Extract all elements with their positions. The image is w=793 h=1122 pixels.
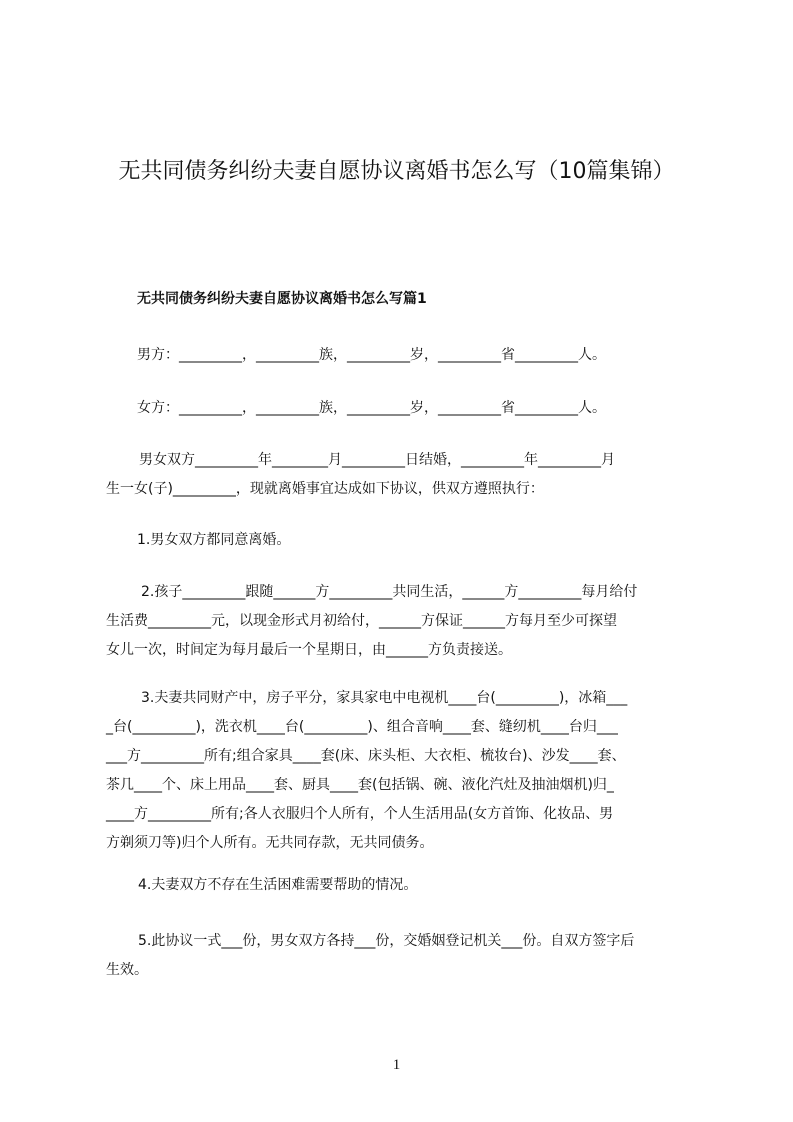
text-line: 茶几____个、床上用品____套、厨具____套(包括锅、碗、液化汽灶及抽油烟机)归_ (106, 777, 614, 793)
text-line: 男方：_________，_________族，_________岁，_________省_________人。 (137, 347, 606, 363)
text-line: 4.夫妻双方不存在生活困难需要帮助的情况。 (138, 877, 418, 893)
text-line: 生效。 (106, 962, 148, 978)
paragraph-item-2 (106, 578, 702, 665)
document-title: 无共同债务纠纷夫妻自愿协议离婚书怎么写（10篇集锦） (118, 158, 675, 184)
paragraph-item-4 (106, 871, 702, 900)
paragraph-female-info (106, 394, 702, 423)
text-line: 2.孩子_________跟随______方_________共同生活，______方_________每月给付 (141, 584, 638, 600)
paragraph-marriage (106, 446, 702, 504)
text-line: 5.此协议一式___份，男女双方各持___份，交婚姻登记机关___份。自双方签字后 (138, 933, 635, 949)
text-line: 方剃须刀等)归个人所有。无共同存款，无共同债务。 (106, 835, 434, 851)
text-line: 生一女(子)_________，现就离婚事宜达成如下协议，供双方遵照执行： (106, 481, 544, 497)
text-line: ___方_________所有;组合家具____套(床、床头柜、大衣柜、梳妆台)、沙发____套、 (106, 748, 626, 764)
paragraph-male-info (106, 341, 702, 370)
paragraph-item-3 (106, 684, 702, 858)
text-line: 1.男女双方都同意离婚。 (137, 532, 291, 548)
page-number: 1 (392, 1057, 401, 1073)
text-line: 3.夫妻共同财产中，房子平分，家具家电中电视机____台(_________)，冰箱___ (141, 690, 628, 706)
text-line: 女方：_________，_________族，_________岁，_________省_________人。 (137, 400, 606, 416)
paragraph-item-5 (106, 927, 702, 985)
text-line: ____方_________所有;各人衣服归个人所有，个人生活用品(女方首饰、化妆品、男 (106, 806, 614, 822)
text-line: 女儿一次，时间定为每月最后一个星期日，由______方负责接送。 (106, 642, 512, 658)
text-line: 生活费_________元，以现金形式月初给付，______方保证______方每月至少可探望 (106, 613, 617, 629)
text-line: _台(_________)，洗衣机____台(_________)、组合音响____套、缝纫机____台归___ (106, 719, 618, 735)
paragraph-item-1 (106, 526, 702, 555)
section-heading: 无共同债务纠纷夫妻自愿协议离婚书怎么写篇1 (137, 291, 427, 307)
text-line: 男女双方_________年________月_________日结婚，_________年_________月 (139, 452, 615, 468)
